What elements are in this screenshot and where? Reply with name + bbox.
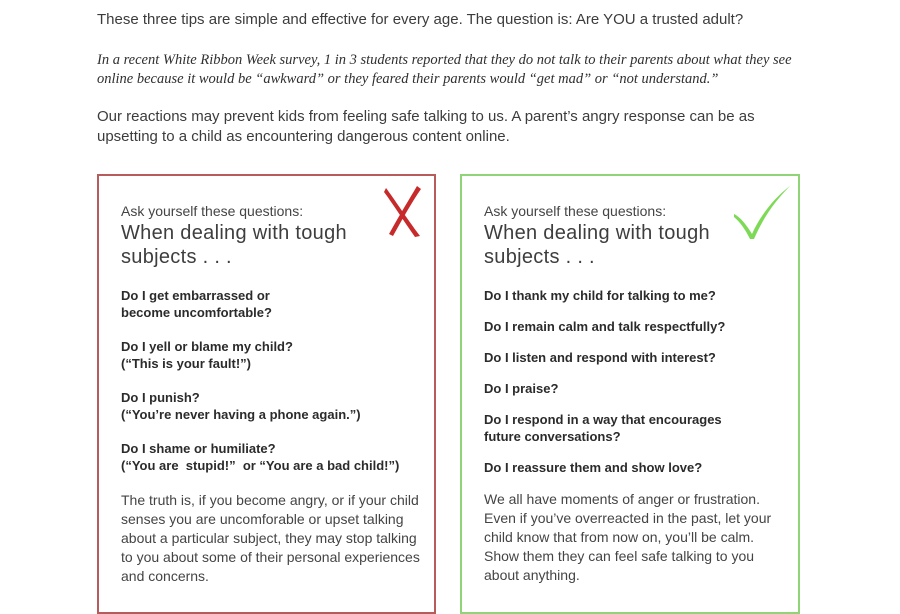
list-item: Do I remain calm and talk respectfully? — [484, 319, 726, 334]
list-item: Do I thank my child for talking to me? — [484, 288, 716, 303]
list-item: Do I get embarrassed or become uncomfortable? — [121, 288, 272, 320]
closing-paragraph: We all have moments of anger or frustration. Even if you’ve overreacted in the past, let your child know that from now on, you’ll be calm. Show them they can feel safe talking to you about anything. — [484, 491, 772, 583]
ask-yourself-label: Ask yourself these questions: — [121, 203, 304, 219]
list-item: Do I respond in a way that encourages future conversations? — [484, 412, 722, 444]
question-list — [121, 287, 420, 474]
list-item: Do I praise? — [484, 381, 559, 396]
list-item: Do I yell or blame my child? (“This is your fault!”) — [121, 339, 293, 371]
list-item: Do I shame or humiliate? (“You are stupid!” or “You are a bad child!”) — [121, 441, 400, 473]
dont-card — [97, 174, 436, 614]
closing-paragraph: The truth is, if you become angry, or if your child senses you are uncomforable or upset talking about a particular subject, they may stop talking to you about some of their personal experiences and concerns. — [121, 492, 420, 584]
list-item: Do I punish? (“You’re never having a phone again.”) — [121, 390, 361, 422]
do-card-content — [484, 202, 784, 585]
do-card — [460, 174, 800, 614]
card-heading: When dealing with tough subjects . . . — [121, 222, 347, 268]
reactions-note: Our reactions may prevent kids from feeling safe talking to us. A parent’s angry response can be as upsetting to a child as encountering dangerous content online. — [97, 108, 755, 145]
dont-card-content — [121, 202, 420, 586]
list-item: Do I listen and respond with interest? — [484, 350, 716, 365]
list-item: Do I reassure them and show love? — [484, 460, 703, 475]
card-heading: When dealing with tough subjects . . . — [484, 222, 710, 268]
ask-yourself-label: Ask yourself these questions: — [484, 203, 667, 219]
survey-quote: In a recent White Ribbon Week survey, 1 in 3 students reported that they do not talk to their parents about what they see online because it would be “awkward” or they feared their parents would “get mad” or “not understand.” — [97, 52, 792, 87]
question-list — [484, 287, 784, 476]
intro-text: These three tips are simple and effective for every age. The question is: Are YOU a trusted adult? — [97, 11, 744, 28]
